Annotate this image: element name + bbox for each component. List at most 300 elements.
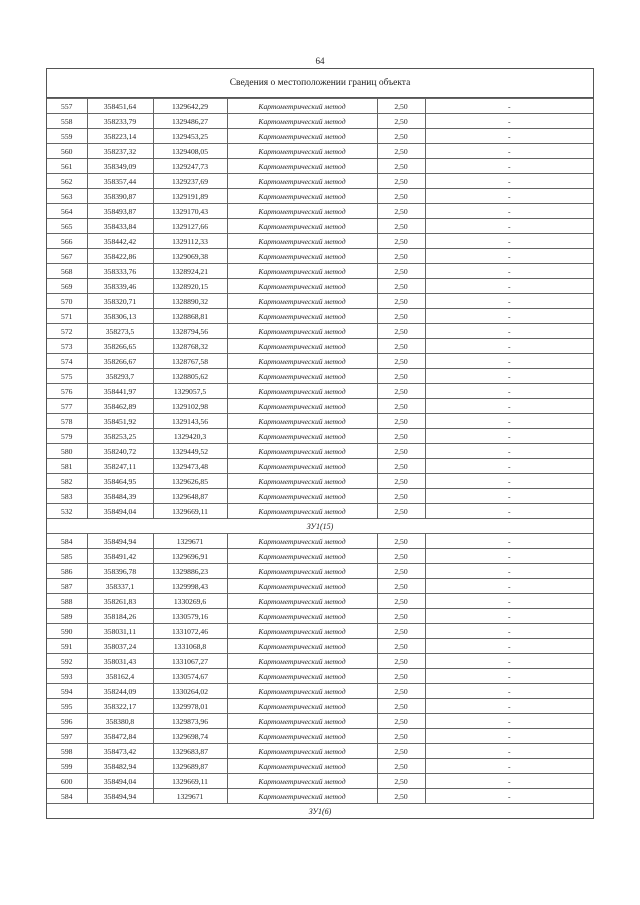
- method-cell: Картометрический метод: [227, 504, 377, 519]
- table-row: [47, 759, 593, 774]
- method-cell: Картометрический метод: [227, 534, 377, 549]
- point-number-cell: 590: [47, 624, 87, 639]
- accuracy-cell: 2,50: [377, 204, 425, 219]
- method-cell: Картометрический метод: [227, 354, 377, 369]
- point-number-cell: 589: [47, 609, 87, 624]
- coord-x-cell: 358494,94: [87, 789, 153, 804]
- description-cell: -: [425, 354, 593, 369]
- coord-x-cell: 358339,46: [87, 279, 153, 294]
- method-cell: Картометрический метод: [227, 639, 377, 654]
- table-row: [47, 204, 593, 219]
- point-number-cell: 582: [47, 474, 87, 489]
- table-row: [47, 399, 593, 414]
- rows-part-1: [47, 99, 593, 519]
- table-row: [47, 489, 593, 504]
- method-cell: Картометрический метод: [227, 219, 377, 234]
- coord-y-cell: 1329648,87: [153, 489, 227, 504]
- coord-y-cell: 1329671: [153, 534, 227, 549]
- method-cell: Картометрический метод: [227, 459, 377, 474]
- method-cell: Картометрический метод: [227, 699, 377, 714]
- coord-y-cell: 1328868,81: [153, 309, 227, 324]
- point-number-cell: 594: [47, 684, 87, 699]
- table-row: [47, 384, 593, 399]
- coord-y-cell: 1329143,56: [153, 414, 227, 429]
- accuracy-cell: 2,50: [377, 354, 425, 369]
- accuracy-cell: 2,50: [377, 369, 425, 384]
- method-cell: Картометрический метод: [227, 579, 377, 594]
- description-cell: -: [425, 159, 593, 174]
- point-number-cell: 598: [47, 744, 87, 759]
- method-cell: Картометрический метод: [227, 144, 377, 159]
- point-number-cell: 577: [47, 399, 87, 414]
- coord-y-cell: 1331068,8: [153, 639, 227, 654]
- description-cell: -: [425, 219, 593, 234]
- coord-y-cell: 1329170,43: [153, 204, 227, 219]
- table-row: [47, 249, 593, 264]
- method-cell: Картометрический метод: [227, 684, 377, 699]
- table-row: [47, 609, 593, 624]
- coord-x-cell: 358484,39: [87, 489, 153, 504]
- accuracy-cell: 2,50: [377, 564, 425, 579]
- point-number-cell: 562: [47, 174, 87, 189]
- method-cell: Картометрический метод: [227, 609, 377, 624]
- point-number-cell: 595: [47, 699, 87, 714]
- table-row: [47, 699, 593, 714]
- coord-y-cell: 1329449,52: [153, 444, 227, 459]
- coord-y-cell: 1328768,32: [153, 339, 227, 354]
- section-label: ЗУ1(6): [47, 804, 593, 819]
- coord-x-cell: 358247,11: [87, 459, 153, 474]
- coord-x-cell: 358494,04: [87, 774, 153, 789]
- section-row: [47, 804, 593, 819]
- method-cell: Картометрический метод: [227, 204, 377, 219]
- point-number-cell: 578: [47, 414, 87, 429]
- accuracy-cell: 2,50: [377, 339, 425, 354]
- table-row: [47, 234, 593, 249]
- accuracy-cell: 2,50: [377, 594, 425, 609]
- table-row: [47, 564, 593, 579]
- description-cell: -: [425, 504, 593, 519]
- method-cell: Картометрический метод: [227, 429, 377, 444]
- coord-x-cell: 358273,5: [87, 324, 153, 339]
- table-row: [47, 624, 593, 639]
- description-cell: -: [425, 234, 593, 249]
- description-cell: -: [425, 654, 593, 669]
- point-number-cell: 588: [47, 594, 87, 609]
- coord-y-cell: 1328890,32: [153, 294, 227, 309]
- table-row: [47, 729, 593, 744]
- point-number-cell: 565: [47, 219, 87, 234]
- accuracy-cell: 2,50: [377, 114, 425, 129]
- accuracy-cell: 2,50: [377, 474, 425, 489]
- coord-x-cell: 358031,43: [87, 654, 153, 669]
- coord-y-cell: 1329112,33: [153, 234, 227, 249]
- point-number-cell: 566: [47, 234, 87, 249]
- description-cell: -: [425, 429, 593, 444]
- coord-y-cell: 1331067,27: [153, 654, 227, 669]
- table-row: [47, 129, 593, 144]
- description-cell: -: [425, 144, 593, 159]
- coord-x-cell: 358473,42: [87, 744, 153, 759]
- method-cell: Картометрический метод: [227, 234, 377, 249]
- point-number-cell: 597: [47, 729, 87, 744]
- coord-y-cell: 1328920,15: [153, 279, 227, 294]
- coord-y-cell: 1330264,02: [153, 684, 227, 699]
- description-cell: -: [425, 174, 593, 189]
- coord-x-cell: 358322,17: [87, 699, 153, 714]
- coord-x-cell: 358184,26: [87, 609, 153, 624]
- description-cell: -: [425, 444, 593, 459]
- method-cell: Картометрический метод: [227, 564, 377, 579]
- table-row: [47, 114, 593, 129]
- coord-x-cell: 358223,14: [87, 129, 153, 144]
- accuracy-cell: 2,50: [377, 639, 425, 654]
- description-cell: -: [425, 399, 593, 414]
- description-cell: -: [425, 714, 593, 729]
- point-number-cell: 584: [47, 789, 87, 804]
- point-number-cell: 563: [47, 189, 87, 204]
- point-number-cell: 587: [47, 579, 87, 594]
- description-cell: -: [425, 294, 593, 309]
- description-cell: -: [425, 639, 593, 654]
- accuracy-cell: 2,50: [377, 459, 425, 474]
- table-row: [47, 459, 593, 474]
- coord-y-cell: 1330269,6: [153, 594, 227, 609]
- coord-x-cell: 358233,79: [87, 114, 153, 129]
- accuracy-cell: 2,50: [377, 609, 425, 624]
- description-cell: -: [425, 264, 593, 279]
- method-cell: Картометрический метод: [227, 324, 377, 339]
- point-number-cell: 592: [47, 654, 87, 669]
- method-cell: Картометрический метод: [227, 369, 377, 384]
- accuracy-cell: 2,50: [377, 429, 425, 444]
- coord-x-cell: 358266,65: [87, 339, 153, 354]
- description-cell: -: [425, 384, 593, 399]
- accuracy-cell: 2,50: [377, 399, 425, 414]
- accuracy-cell: 2,50: [377, 534, 425, 549]
- point-number-cell: 571: [47, 309, 87, 324]
- coord-x-cell: 358306,13: [87, 309, 153, 324]
- method-cell: Картометрический метод: [227, 714, 377, 729]
- table-row: [47, 444, 593, 459]
- coord-y-cell: 1329669,11: [153, 774, 227, 789]
- coord-x-cell: 358357,44: [87, 174, 153, 189]
- coord-x-cell: 358240,72: [87, 444, 153, 459]
- coord-x-cell: 358494,94: [87, 534, 153, 549]
- accuracy-cell: 2,50: [377, 549, 425, 564]
- point-number-cell: 579: [47, 429, 87, 444]
- coord-y-cell: 1329069,38: [153, 249, 227, 264]
- coord-x-cell: 358349,09: [87, 159, 153, 174]
- table-row: [47, 219, 593, 234]
- table-row: [47, 144, 593, 159]
- accuracy-cell: 2,50: [377, 159, 425, 174]
- coord-x-cell: 358491,42: [87, 549, 153, 564]
- coord-x-cell: 358380,8: [87, 714, 153, 729]
- table-row: [47, 99, 593, 114]
- point-number-cell: 574: [47, 354, 87, 369]
- accuracy-cell: 2,50: [377, 189, 425, 204]
- coord-y-cell: 1329626,85: [153, 474, 227, 489]
- description-cell: -: [425, 369, 593, 384]
- point-number-cell: 591: [47, 639, 87, 654]
- description-cell: -: [425, 279, 593, 294]
- accuracy-cell: 2,50: [377, 654, 425, 669]
- accuracy-cell: 2,50: [377, 294, 425, 309]
- coord-y-cell: 1329689,87: [153, 759, 227, 774]
- accuracy-cell: 2,50: [377, 789, 425, 804]
- accuracy-cell: 2,50: [377, 714, 425, 729]
- table-row: [47, 504, 593, 519]
- table-row: [47, 669, 593, 684]
- table-row: [47, 414, 593, 429]
- table-row: [47, 369, 593, 384]
- coord-y-cell: 1329873,96: [153, 714, 227, 729]
- accuracy-cell: 2,50: [377, 774, 425, 789]
- point-number-cell: 557: [47, 99, 87, 114]
- coord-x-cell: 358293,7: [87, 369, 153, 384]
- description-cell: -: [425, 759, 593, 774]
- method-cell: Картометрический метод: [227, 669, 377, 684]
- coord-y-cell: 1329247,73: [153, 159, 227, 174]
- description-cell: -: [425, 459, 593, 474]
- coord-x-cell: 358451,64: [87, 99, 153, 114]
- accuracy-cell: 2,50: [377, 309, 425, 324]
- method-cell: Картометрический метод: [227, 444, 377, 459]
- description-cell: -: [425, 669, 593, 684]
- method-cell: Картометрический метод: [227, 414, 377, 429]
- table-row: [47, 429, 593, 444]
- description-cell: -: [425, 474, 593, 489]
- coordinates-table-frame: [46, 68, 594, 819]
- point-number-cell: 585: [47, 549, 87, 564]
- accuracy-cell: 2,50: [377, 444, 425, 459]
- coord-y-cell: 1329191,89: [153, 189, 227, 204]
- description-cell: -: [425, 414, 593, 429]
- coord-x-cell: 358442,42: [87, 234, 153, 249]
- coord-y-cell: 1331072,46: [153, 624, 227, 639]
- description-cell: -: [425, 744, 593, 759]
- coord-y-cell: 1328794,56: [153, 324, 227, 339]
- method-cell: Картометрический метод: [227, 399, 377, 414]
- description-cell: -: [425, 774, 593, 789]
- coord-x-cell: 358266,67: [87, 354, 153, 369]
- coord-x-cell: 358031,11: [87, 624, 153, 639]
- table-row: [47, 474, 593, 489]
- table-row: [47, 549, 593, 564]
- coord-y-cell: 1329669,11: [153, 504, 227, 519]
- description-cell: -: [425, 624, 593, 639]
- table-row: [47, 279, 593, 294]
- coord-x-cell: 358037,24: [87, 639, 153, 654]
- accuracy-cell: 2,50: [377, 234, 425, 249]
- coord-x-cell: 358244,09: [87, 684, 153, 699]
- method-cell: Картометрический метод: [227, 99, 377, 114]
- table-row: [47, 789, 593, 804]
- description-cell: -: [425, 99, 593, 114]
- coord-x-cell: 358253,25: [87, 429, 153, 444]
- method-cell: Картометрический метод: [227, 759, 377, 774]
- point-number-cell: 559: [47, 129, 87, 144]
- method-cell: Картометрический метод: [227, 489, 377, 504]
- method-cell: Картометрический метод: [227, 189, 377, 204]
- method-cell: Картометрический метод: [227, 309, 377, 324]
- point-number-cell: 570: [47, 294, 87, 309]
- coord-y-cell: 1329237,69: [153, 174, 227, 189]
- accuracy-cell: 2,50: [377, 249, 425, 264]
- section-row: [47, 519, 593, 534]
- coord-y-cell: 1328924,21: [153, 264, 227, 279]
- table-row: [47, 774, 593, 789]
- accuracy-cell: 2,50: [377, 744, 425, 759]
- method-cell: Картометрический метод: [227, 114, 377, 129]
- table-row: [47, 354, 593, 369]
- coord-x-cell: 358422,86: [87, 249, 153, 264]
- description-cell: -: [425, 309, 593, 324]
- accuracy-cell: 2,50: [377, 729, 425, 744]
- coord-y-cell: 1329698,74: [153, 729, 227, 744]
- coord-y-cell: 1329102,98: [153, 399, 227, 414]
- coord-y-cell: 1328805,62: [153, 369, 227, 384]
- point-number-cell: 576: [47, 384, 87, 399]
- coord-y-cell: 1329886,23: [153, 564, 227, 579]
- coord-y-cell: 1329453,25: [153, 129, 227, 144]
- coord-x-cell: 358333,76: [87, 264, 153, 279]
- accuracy-cell: 2,50: [377, 324, 425, 339]
- accuracy-cell: 2,50: [377, 579, 425, 594]
- method-cell: Картометрический метод: [227, 249, 377, 264]
- accuracy-cell: 2,50: [377, 264, 425, 279]
- table-row: [47, 579, 593, 594]
- accuracy-cell: 2,50: [377, 129, 425, 144]
- coord-x-cell: 358451,92: [87, 414, 153, 429]
- coord-x-cell: 358320,71: [87, 294, 153, 309]
- table-row: [47, 309, 593, 324]
- coord-x-cell: 358462,89: [87, 399, 153, 414]
- accuracy-cell: 2,50: [377, 669, 425, 684]
- coord-y-cell: 1329420,3: [153, 429, 227, 444]
- coord-x-cell: 358237,32: [87, 144, 153, 159]
- description-cell: -: [425, 534, 593, 549]
- coord-y-cell: 1329683,87: [153, 744, 227, 759]
- coord-x-cell: 358433,84: [87, 219, 153, 234]
- table-title: Сведения о местоположении границ объекта: [47, 69, 593, 98]
- accuracy-cell: 2,50: [377, 684, 425, 699]
- accuracy-cell: 2,50: [377, 759, 425, 774]
- point-number-cell: 583: [47, 489, 87, 504]
- method-cell: Картометрический метод: [227, 654, 377, 669]
- rows-part-2: [47, 534, 593, 804]
- point-number-cell: 558: [47, 114, 87, 129]
- table-row: [47, 324, 593, 339]
- point-number-cell: 600: [47, 774, 87, 789]
- point-number-cell: 596: [47, 714, 87, 729]
- method-cell: Картометрический метод: [227, 129, 377, 144]
- table-row: [47, 339, 593, 354]
- description-cell: -: [425, 204, 593, 219]
- description-cell: -: [425, 789, 593, 804]
- accuracy-cell: 2,50: [377, 624, 425, 639]
- accuracy-cell: 2,50: [377, 219, 425, 234]
- description-cell: -: [425, 129, 593, 144]
- coord-x-cell: 358337,1: [87, 579, 153, 594]
- point-number-cell: 567: [47, 249, 87, 264]
- method-cell: Картометрический метод: [227, 594, 377, 609]
- coord-x-cell: 358441,97: [87, 384, 153, 399]
- point-number-cell: 599: [47, 759, 87, 774]
- point-number-cell: 568: [47, 264, 87, 279]
- accuracy-cell: 2,50: [377, 414, 425, 429]
- coord-y-cell: 1329057,5: [153, 384, 227, 399]
- accuracy-cell: 2,50: [377, 384, 425, 399]
- coord-x-cell: 358464,95: [87, 474, 153, 489]
- description-cell: -: [425, 189, 593, 204]
- description-cell: -: [425, 684, 593, 699]
- coord-y-cell: 1329408,05: [153, 144, 227, 159]
- coord-x-cell: 358396,78: [87, 564, 153, 579]
- method-cell: Картометрический метод: [227, 789, 377, 804]
- coord-x-cell: 358390,87: [87, 189, 153, 204]
- table-row: [47, 294, 593, 309]
- coord-y-cell: 1329127,66: [153, 219, 227, 234]
- coord-y-cell: 1328767,58: [153, 354, 227, 369]
- point-number-cell: 561: [47, 159, 87, 174]
- point-number-cell: 569: [47, 279, 87, 294]
- point-number-cell: 586: [47, 564, 87, 579]
- point-number-cell: 564: [47, 204, 87, 219]
- coordinates-table: [47, 98, 593, 818]
- accuracy-cell: 2,50: [377, 699, 425, 714]
- description-cell: -: [425, 114, 593, 129]
- table-row: [47, 159, 593, 174]
- description-cell: -: [425, 564, 593, 579]
- point-number-cell: 593: [47, 669, 87, 684]
- page-number: 64: [315, 56, 325, 66]
- table-row: [47, 174, 593, 189]
- point-number-cell: 581: [47, 459, 87, 474]
- point-number-cell: 584: [47, 534, 87, 549]
- method-cell: Картометрический метод: [227, 174, 377, 189]
- point-number-cell: 560: [47, 144, 87, 159]
- method-cell: Картометрический метод: [227, 474, 377, 489]
- description-cell: -: [425, 549, 593, 564]
- description-cell: -: [425, 579, 593, 594]
- coord-y-cell: 1329978,01: [153, 699, 227, 714]
- method-cell: Картометрический метод: [227, 339, 377, 354]
- accuracy-cell: 2,50: [377, 99, 425, 114]
- accuracy-cell: 2,50: [377, 489, 425, 504]
- coord-x-cell: 358482,94: [87, 759, 153, 774]
- method-cell: Картометрический метод: [227, 264, 377, 279]
- table-row: [47, 264, 593, 279]
- coord-y-cell: 1329642,29: [153, 99, 227, 114]
- method-cell: Картометрический метод: [227, 774, 377, 789]
- point-number-cell: 573: [47, 339, 87, 354]
- coord-x-cell: 358261,83: [87, 594, 153, 609]
- table-row: [47, 639, 593, 654]
- accuracy-cell: 2,50: [377, 279, 425, 294]
- coord-y-cell: 1329696,91: [153, 549, 227, 564]
- point-number-cell: 532: [47, 504, 87, 519]
- accuracy-cell: 2,50: [377, 174, 425, 189]
- description-cell: -: [425, 594, 593, 609]
- method-cell: Картометрический метод: [227, 159, 377, 174]
- description-cell: -: [425, 729, 593, 744]
- table-row: [47, 594, 593, 609]
- table-row: [47, 189, 593, 204]
- method-cell: Картометрический метод: [227, 624, 377, 639]
- coord-x-cell: 358162,4: [87, 669, 153, 684]
